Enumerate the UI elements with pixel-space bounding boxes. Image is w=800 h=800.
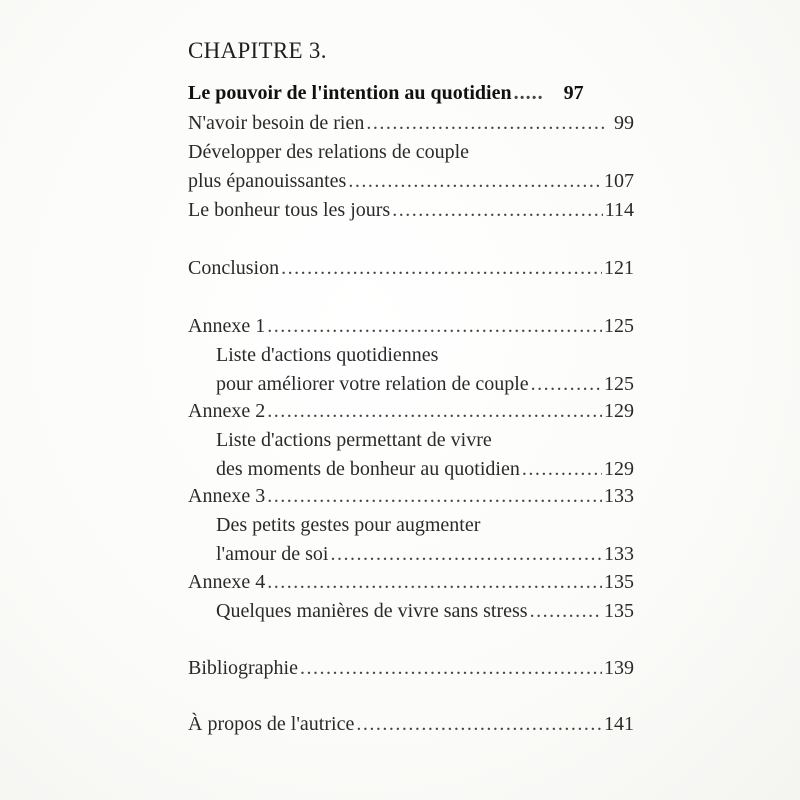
dot-leader [267, 483, 602, 509]
toc-entry-label: Annexe 4 [188, 571, 266, 593]
toc-subentry-annexe-4 [216, 598, 634, 624]
dot-leader [522, 456, 602, 482]
toc-page-number: 125 [604, 315, 634, 337]
toc-entry-annexe-4 [188, 569, 634, 595]
toc-page-number: 135 [604, 600, 634, 622]
toc-entry-relations-couple-line2 [188, 168, 634, 194]
toc-entry-conclusion [188, 255, 634, 281]
toc-subentry-annexe-1-line1: Liste d'actions quotidiennes [216, 344, 439, 366]
toc-entry-besoin-de-rien [188, 110, 634, 136]
toc-entry-label: Le pouvoir de l'intention au quotidien [188, 82, 512, 104]
toc-entry-label: plus épanouissantes [188, 170, 347, 192]
toc-page-number: 114 [604, 199, 634, 221]
toc-entry-label: Annexe 2 [188, 400, 266, 422]
toc-entry-label: Le bonheur tous les jours [188, 199, 391, 221]
toc-subentry-annexe-3-line1: Des petits gestes pour augmenter [216, 514, 481, 536]
toc-page-number: 133 [604, 543, 634, 565]
toc-page-number: 141 [604, 713, 634, 735]
toc-entry-annexe-1 [188, 313, 634, 339]
toc-page-number: 125 [604, 373, 634, 395]
toc-page-number: 135 [604, 571, 634, 593]
toc-entry-label: Quelques manières de vivre sans stress [216, 600, 528, 622]
toc-entry-label: N'avoir besoin de rien [188, 112, 365, 134]
toc-subentry-annexe-1-line2 [216, 371, 634, 397]
toc-entry-label: pour améliorer votre relation de couple [216, 373, 529, 395]
dot-leader [267, 313, 602, 339]
toc-entry-annexe-2 [188, 398, 634, 424]
dot-leader [366, 110, 606, 136]
dot-leader [531, 371, 602, 397]
dot-leader [356, 711, 602, 737]
toc-page-number: 99 [614, 112, 634, 134]
dot-leader [392, 197, 603, 223]
toc-page-number: 133 [604, 485, 634, 507]
toc-entry-label: Annexe 3 [188, 485, 266, 507]
dot-leader [300, 655, 602, 681]
toc-page-number: 129 [604, 458, 634, 480]
toc-entry-bonheur-tous-les-jours [188, 197, 634, 223]
dot-leader [530, 598, 602, 624]
dot-leader [348, 168, 602, 194]
toc-entry-label: l'amour de soi [216, 543, 329, 565]
chapter-heading: CHAPITRE 3. [188, 38, 327, 63]
toc-page-number: 107 [604, 170, 634, 192]
toc-subentry-annexe-2-line1: Liste d'actions permettant de vivre [216, 429, 492, 451]
dot-leader [330, 541, 602, 567]
toc-entry-pouvoir-intention [188, 80, 634, 106]
toc-entry-annexe-3 [188, 483, 634, 509]
toc-entry-label: À propos de l'autrice [188, 713, 355, 735]
toc-page-number: 139 [604, 657, 634, 679]
dot-leader [281, 255, 602, 281]
toc-subentry-annexe-3-line2 [216, 541, 634, 567]
toc-subentry-annexe-2-line2 [216, 456, 634, 482]
toc-page-number: 97 [563, 82, 584, 104]
dot-leader [514, 80, 542, 106]
toc-entry-label: Annexe 1 [188, 315, 266, 337]
toc-entry-bibliographie [188, 655, 634, 681]
toc-entry-label: des moments de bonheur au quotidien [216, 458, 520, 480]
dot-leader [267, 569, 602, 595]
dot-leader [267, 398, 602, 424]
toc-page-number: 129 [604, 400, 634, 422]
toc-entry-label: Conclusion [188, 257, 280, 279]
toc-entry-label: Bibliographie [188, 657, 298, 679]
toc-page-number: 121 [604, 257, 634, 279]
toc-entry-relations-couple-line1: Développer des relations de couple [188, 141, 470, 163]
toc-entry-a-propos [188, 711, 634, 737]
